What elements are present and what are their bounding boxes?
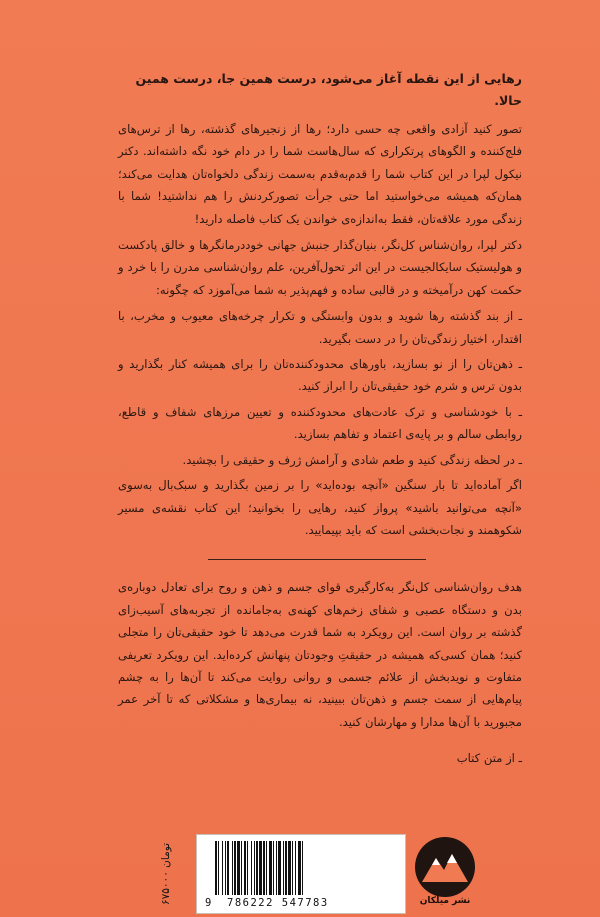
barcode-bar [227,841,229,895]
barcode-bar [292,841,293,895]
excerpt-paragraph: هدف روان‌شناسی کل‌نگر به‌کارگیری قوای جسم و ذهن و روح برای تعادل دوباره‌ی بدن و دستگاه عصبی و شفای زخم‌های کهنه‌ی به‌جامانده از تجربه‌های آسیب‌زای گذشته بر روان است. این رویکرد به شما قدرت می‌دهد تا خود حقیقی‌تان را متجلی کنید؛ همان کسی‌که همیشه در حقیقتِ وجودتان پنهانش کرده‌اید. این رویکرد تعریفی متفاوت و نویدبخش از علائم جسمی و روانی روایت می‌کند تا آن‌ها را به چشم پیام‌هایی از سمت جسم و ذهن‌تان ببینید، نه بیماری‌ها و مشکلاتی که تا آخر عمر مجبورید با آن‌ها مدارا و مهارشان کنید. [118,580,522,729]
barcode-bar [215,841,217,895]
barcode-bar [273,841,274,895]
barcode-bar [222,841,223,895]
barcode-bar [251,841,252,895]
price-label: ۶۷۵۰۰۰ تومان [160,842,172,906]
publisher-name: نشر میلکان [419,896,471,906]
barcode-bar [247,841,248,895]
barcode-bar [276,841,277,895]
back-cover-text [118,68,522,781]
barcode-bar [266,841,267,895]
barcode-bar [254,841,255,895]
headline: رهایی از این نقطه آغاز می‌شود، درست همین جا، درست همین حالا. [135,71,522,108]
barcode-bar [278,841,281,895]
intro-paragraph-1: تصور کنید آزادی واقعی چه حسی دارد؛ رها از زنجیرهای گذشته، رها از ترس‌های فلج‌کننده و الگوهای پرتکراری که سال‌هاست شما را در دام خود نگه داشته‌اند. دکتر نیکول لپرا در این کتاب شما را قدم‌به‌قدم به‌سمت زندگی دلخواه‌تان هدایت می‌کند؛ همان‌که همیشه می‌خواستید اما حتی جرأت تصورکردنش را هم نداشتید! شما با زندگی مورد علاقه‌تان، فقط به‌اندازه‌ی خواندن یک کتاب فاصله دارید! [118,122,522,226]
barcode-bar [244,841,246,895]
bullet-4: ـ در لحظه زندگی کنید و طعم شادی و آرامش ژرف و حقیقی را بچشید. [182,452,522,467]
bullet-3: ـ با خودشناسی و ترک عادت‌های محدودکننده و تعیین مرزهای شفاف و قاطع، روابطی سالم و بر پایه‌ی اعتماد و تفاهم بسازید. [118,404,522,442]
barcode-bar [256,841,258,895]
closing-paragraph: اگر آماده‌اید تا بار سنگین «آنچه بوده‌اید» را بر زمین بگذارید و سبک‌بال به‌سوی «آنچه می‌توانید باشید» پرواز کنید، رهایی را بخوانید؛ این کتاب نقشه‌ی مسیر شکوهمند و نجات‌بخشی است که باید بپیمایید. [118,478,522,537]
barcode-bar [302,841,303,895]
bullet-2: ـ ذهن‌تان را از نو بسازید، باورهای محدودکننده‌تان را برای همیشه کنار بگذارید و بدون ترس و شرم خود حقیقی‌تان را ابراز کنید. [118,357,522,394]
barcode-bar [225,841,226,895]
barcode-bar [283,841,284,895]
barcode-bar [263,841,265,895]
barcode-bar [295,841,296,895]
barcode [196,834,406,914]
mountain-logo-icon [414,836,476,898]
barcode-bar [237,841,240,895]
barcode-bar [285,841,287,895]
isbn-digits: 786222 547783 [227,897,329,909]
barcode-bar [218,841,219,895]
section-divider [208,559,426,560]
barcode-bar [241,841,242,895]
barcode-bar [234,841,236,895]
bullet-1: ـ از بند گذشته رها شوید و بدون وابستگی و تکرار چرخه‌های معیوب و مخرب، با اقتدار، اختیار زندگی‌تان را در دست بگیرید. [118,309,522,346]
barcode-bar [269,841,272,895]
publisher-mark [414,836,476,910]
excerpt-source: ـ از متن کتاب [456,751,522,766]
barcode-bar [298,841,301,895]
barcode-bar [259,841,262,895]
barcode-bar [288,841,291,895]
isbn-first-digit: 9 [205,897,212,909]
intro-paragraph-2: دکتر لپرا، روان‌شناس کل‌نگر، بنیان‌گذار جنبش جهانی خوددرمانگرها و خالق پادکست و هولیستیک سایکالجیست در این اثر تحول‌آفرین، علم روان‌شناسی مدرن را با خرد و حکمت کهن درآمیخته و در قالبی ساده و فهم‌پذیر به شما می‌آموزد که چگونه: [118,238,522,297]
barcode-bar [232,841,233,895]
